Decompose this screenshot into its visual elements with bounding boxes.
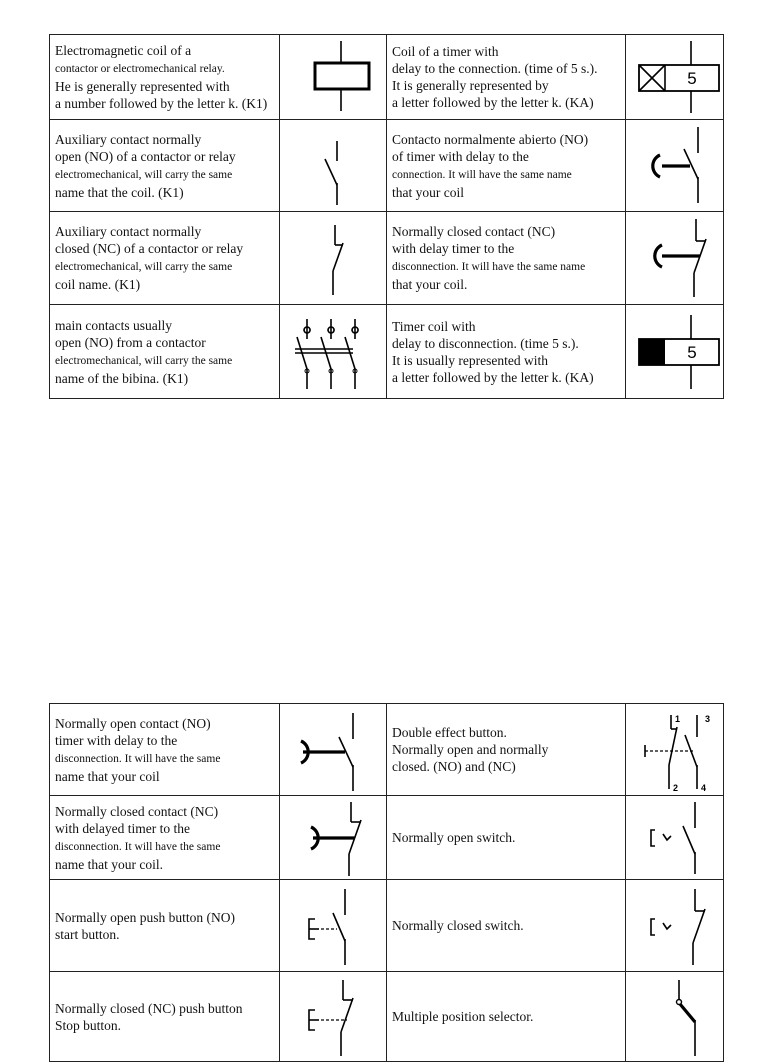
on-delay-no-contact-symbol [630,123,720,209]
symbol-cell [280,35,387,120]
off-delay-nc-contact-symbol [630,215,720,301]
symbol-cell [280,212,387,305]
nc-push-button-symbol [283,974,383,1060]
desc-line: Stop button. [55,1017,122,1033]
desc-line: Auxiliary contact normally [55,131,202,147]
desc-line: that your coil. [392,277,468,292]
symbols-table-2 [49,703,724,1062]
table-row [50,120,724,212]
table-row [50,35,724,120]
desc-line: Normally open push button (NO) [55,909,235,925]
description-cell [50,796,280,880]
description-cell [387,972,626,1062]
desc-line: main contacts usually [55,317,172,333]
desc-line: Coil of a timer with [392,44,499,59]
symbol-cell [626,35,724,120]
selector-switch-symbol [627,974,723,1060]
relay-coil-symbol [283,37,383,117]
desc-line: disconnection. It will have the same [55,752,221,765]
description-cell [50,120,280,212]
description-cell [50,704,280,796]
desc-line: with delay timer to the [392,241,515,256]
desc-line: name that your coil [55,768,160,784]
description-cell [387,120,626,212]
desc-line: closed. (NO) and (NC) [392,759,516,774]
description-cell [50,35,280,120]
no-contact-symbol [303,123,363,209]
table-row [50,305,724,399]
nc-contact-symbol [303,215,363,301]
desc-line: name that the coil. (K1) [55,184,184,200]
desc-line: coil name. (K1) [55,277,141,292]
symbol-cell [626,120,724,212]
desc-line: It is generally represented by [392,78,549,93]
symbol-cell [280,796,387,880]
desc-line: electromechanical, will carry the same [55,354,233,367]
desc-line: timer with delay to the [55,732,178,748]
description-cell [387,305,626,399]
description-cell [387,880,626,972]
desc-line: a letter followed by the letter k. (KA) [392,95,594,110]
on-delay-timer-coil-symbol [627,37,723,117]
terminal-label: 2 [672,782,678,793]
desc-line: disconnection. It will have the same [55,840,221,853]
table-row [50,796,724,880]
table-row [50,704,724,796]
desc-line: Electromagnetic coil of a [55,43,192,58]
symbol-cell [626,212,724,305]
desc-line: delay to the connection. (time of 5 s.). [392,61,598,76]
desc-line: Normally closed (NC) push button [55,1000,243,1016]
desc-line: that your coil [392,184,464,200]
description-cell [50,305,280,399]
description-cell [50,212,280,305]
symbol-cell [280,305,387,399]
desc-line: Normally open switch. [392,830,516,845]
desc-line: name that your coil. [55,856,163,872]
desc-line: a letter followed by the letter k. (KA) [392,369,594,385]
desc-line: He is generally represented with [55,79,230,94]
double-effect-button-symbol [627,707,723,793]
desc-line: Auxiliary contact normally [55,224,202,239]
desc-line: Normally closed switch. [392,918,524,933]
description-cell [387,704,626,796]
symbol-cell [280,880,387,972]
desc-line: Normally open contact (NO) [55,715,211,731]
desc-line: Normally open and normally [392,742,549,757]
desc-line: electromechanical, will carry the same [55,168,233,181]
no-switch-symbol [627,798,723,878]
nc-switch-symbol [627,883,723,969]
symbol-cell [626,796,724,880]
desc-line: Double effect button. [392,725,507,740]
desc-line: open (NO) of a contactor or relay [55,148,236,164]
symbol-cell [280,704,387,796]
symbols-table-1 [49,34,724,399]
symbol-cell [626,704,724,796]
terminal-label: 1 [674,713,680,724]
desc-line: Contacto normalmente abierto (NO) [392,131,589,147]
desc-line: Timer coil with [392,318,476,334]
table-row [50,972,724,1062]
off-delay-nc-contact-symbol [283,798,383,878]
desc-line: start button. [55,926,120,942]
off-delay-no-contact-symbol [283,707,383,793]
desc-line: Normally closed contact (NC) [55,803,219,819]
desc-line: closed (NC) of a contactor or relay [55,241,244,256]
desc-line: It is usually represented with [392,352,548,368]
symbol-cell [626,972,724,1062]
off-delay-timer-coil-symbol [627,309,723,395]
symbol-cell [280,120,387,212]
desc-line: disconnection. It will have the same name [392,261,586,273]
desc-line: Normally closed contact (NC) [392,224,556,239]
desc-line: electromechanical, will carry the same [55,261,233,273]
desc-line: contactor or electromechanical relay. [55,63,225,75]
description-cell [387,796,626,880]
desc-line: connection. It will have the same name [392,168,572,181]
desc-line: delay to disconnection. (time 5 s.). [392,335,579,351]
desc-line: Multiple position selector. [392,1009,534,1024]
description-cell [387,212,626,305]
table-row [50,880,724,972]
main-contacts-symbol [283,309,383,395]
symbol-cell [626,305,724,399]
timer-value-label: 5 [686,342,697,362]
desc-line: with delayed timer to the [55,820,190,836]
symbol-cell [280,972,387,1062]
description-cell [50,880,280,972]
desc-line: open (NO) from a contactor [55,334,206,350]
timer-value-label: 5 [686,69,697,88]
symbol-cell [626,880,724,972]
description-cell [387,35,626,120]
no-push-button-symbol [283,883,383,969]
desc-line: a number followed by the letter k. (K1) [55,96,268,111]
terminal-label: 4 [700,782,706,793]
terminal-label: 3 [704,713,710,724]
table-row [50,212,724,305]
desc-line: name of the bibina. (K1) [55,370,189,386]
description-cell [50,972,280,1062]
desc-line: of timer with delay to the [392,148,529,164]
